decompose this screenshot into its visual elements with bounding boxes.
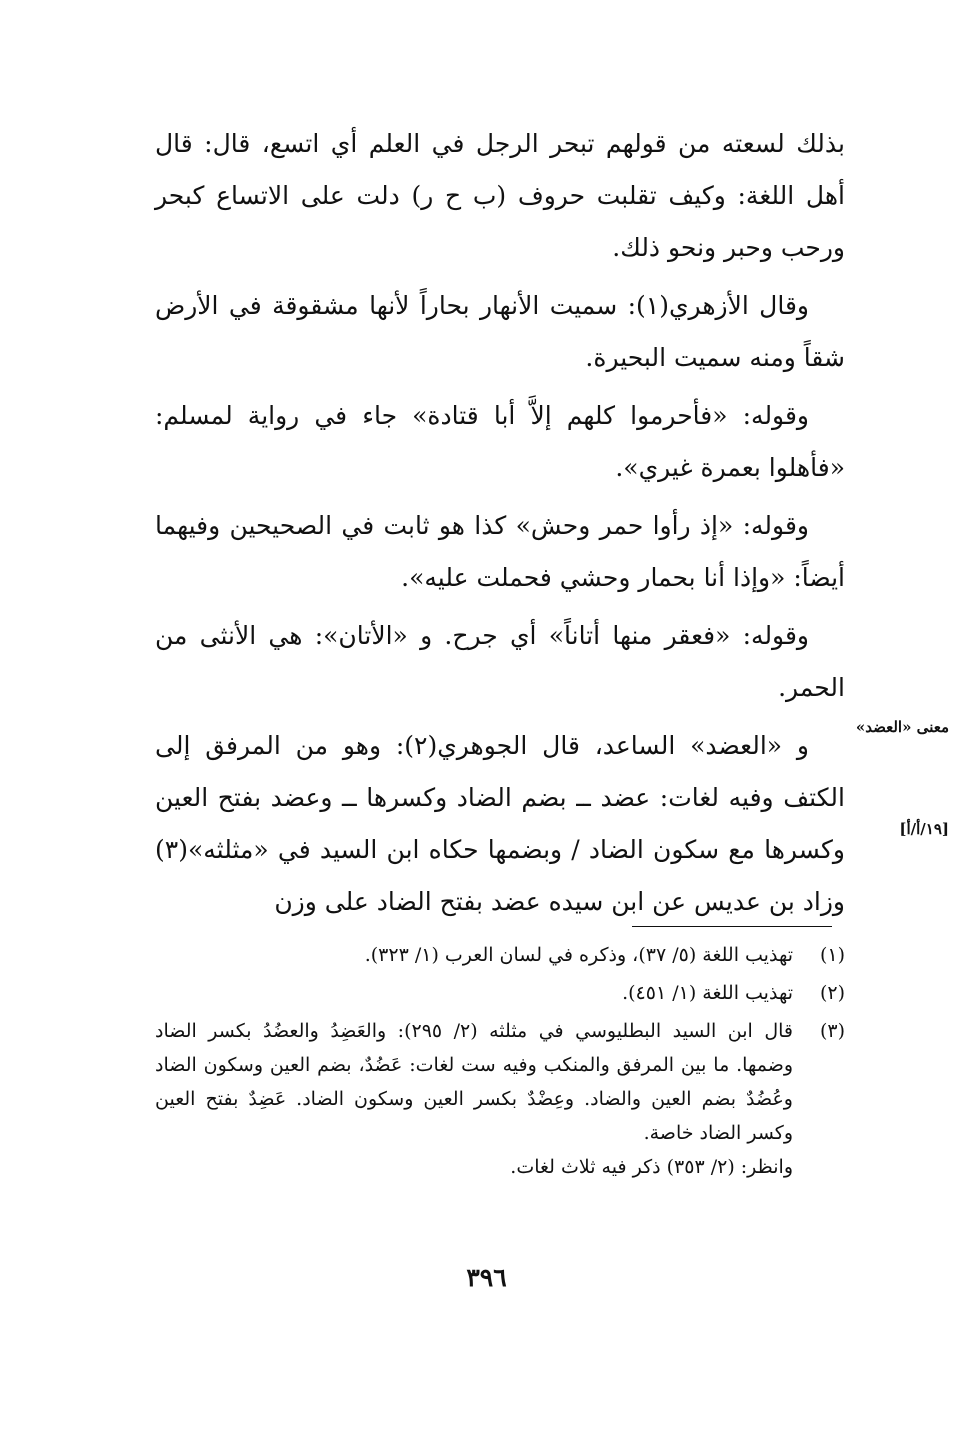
paragraph: وقوله: «فأحرموا كلهم إلاَّ أبا قتادة» جاء في رواية لمسلم: «فأهلوا بعمرة غيري». [155,401,845,482]
page-number: ٣٩٦ [466,1263,507,1292]
footnote-divider [632,926,832,927]
paragraph: وقوله: «فعقر منها أتاناً» أي جرح. و «الأتان»: هي الأنثى من الحمر. [155,621,845,702]
footnote [155,976,845,1010]
footnote-line: وانظر: (٢/ ٣٥٣) ذكر فيه ثلاث لغات. [510,1156,793,1178]
footnote-number: (٣) [819,1020,845,1042]
paragraph: وقوله: «إذ رأوا حمر وحش» كذا هو ثابت في الصحيحين وفيهما أيضاً: «وإذا أنا بحمار وحشي فحملت عليه». [155,511,845,592]
footnote [155,938,845,972]
paragraph: و «العضد» الساعد، قال الجوهري(٢): وهو من المرفق إلى الكتف وفيه لغات: عضد ــ بضم الضاد وكسرها ــ وعضد بفتح العين وكسرها مع سكون الضاد / وبضمها حكاه ابن السيد في «مثلثه»(٣) وزاد بن عديس عن ابن سيده عضد بفتح الضاد على وزن [155,731,845,916]
paragraph: وقال الأزهري(١): سميت الأنهار بحاراً لأنها مشقوقة في الأرض شقاً ومنه سميت البحيرة. [155,291,845,372]
footnote-line: تهذيب اللغة (١/ ٤٥١). [622,982,793,1004]
paragraph: بذلك لسعته من قولهم تبحر الرجل في العلم أي اتسع، قال: قال أهل اللغة: وكيف تقلبت حروف (ب ح ر) دلت على الاتساع كبحر ورحب وحبر ونحو ذلك. [155,129,845,262]
footnote-text [155,938,793,972]
margin-topic-note: معنى «العضد» [855,718,949,736]
footnote-number: (٢) [819,982,845,1004]
main-text [155,118,845,934]
footnote-text [155,976,793,1010]
footnote-number: (١) [819,944,845,966]
footnote-text [155,1014,793,1184]
footnotes [155,938,845,1188]
footnote [155,1014,845,1184]
margin-folio-reference: [١٩/أ/أ] [899,820,949,838]
footnote-line: تهذيب اللغة (٥/ ٣٧)، وذكره في لسان العرب (١/ ٣٢٣). [364,944,793,966]
footnote-line: قال ابن السيد البطليوسي في مثلثه (٢/ ٢٩٥): والعَضِدُ والعضُدُ بكسر الضاد وضمها. ما بين المرفق والمنكب وفيه ست لغات: عَضُدٌ، بضم العين وسكون الضاد وعُضُدٌ بضم العين والضاد. وعِضْدٌ بكسر العين وسكون الضاد. عَضِدٌ بفتح العين وكسر الضاد خاصة. [155,1020,793,1144]
